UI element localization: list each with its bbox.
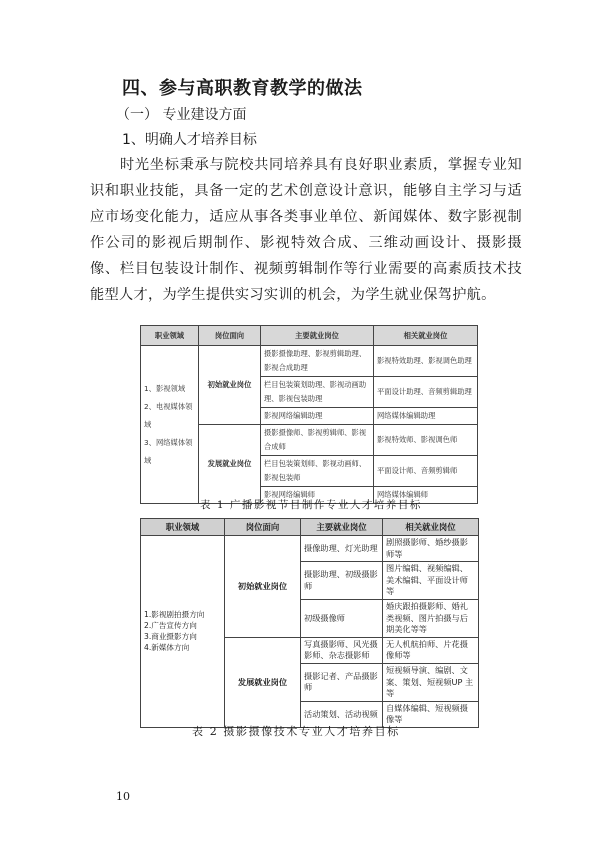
main-job-cell: 摄影助理、初级摄影师 — [301, 562, 383, 600]
related-job-cell: 婚庆跟拍摄影师、婚礼类视频、图片拍摄与后期美化等等 — [383, 599, 479, 637]
related-job-cell: 平面设计助理、音频剪辑助理 — [374, 377, 478, 408]
main-job-cell: 摄影摄像师、影视剪辑师、影视合成师 — [261, 425, 374, 456]
related-job-cell: 网络媒体编辑师 — [374, 487, 478, 504]
position-cell: 发展就业岗位 — [199, 425, 261, 504]
page-number: 10 — [116, 790, 130, 803]
domain-cell: 1、影视领域 2、电视媒体领域 3、网络媒体领域 — [141, 346, 199, 504]
main-job-cell: 摄像助理、灯光助理 — [301, 536, 383, 562]
position-cell: 初始就业岗位 — [199, 346, 261, 425]
main-job-cell: 摄影摄像助理、影视剪辑助理、影视合成助理 — [261, 346, 374, 377]
main-job-cell: 初级摄像师 — [301, 599, 383, 637]
header-cell: 相关就业岗位 — [374, 326, 478, 346]
main-job-cell: 摄影记者、产品摄影师 — [301, 663, 383, 701]
header-cell: 主要就业岗位 — [261, 326, 374, 346]
related-job-cell: 剧照摄影师、婚纱摄影师等 — [383, 536, 479, 562]
header-cell: 岗位面向 — [199, 326, 261, 346]
position-cell: 初始就业岗位 — [225, 536, 301, 638]
table-header-row — [141, 519, 479, 536]
header-cell: 相关就业岗位 — [383, 519, 479, 536]
table-header-row — [141, 326, 478, 346]
main-job-cell: 栏目包装策划助理、影视动画助理、影视包装助理 — [261, 377, 374, 408]
item-heading: 1、明确人才培养目标 — [122, 132, 257, 148]
main-job-cell: 栏目包装策划师、影视动画师、影视包装师 — [261, 456, 374, 487]
main-job-cell: 写真摄影师、风光摄影师、杂志摄影师 — [301, 637, 383, 663]
header-cell: 职业领域 — [141, 519, 225, 536]
main-job-cell: 影视网络编辑助理 — [261, 408, 374, 425]
table-row — [141, 346, 478, 377]
table-row — [141, 536, 479, 562]
position-cell: 发展就业岗位 — [225, 637, 301, 727]
table-1-caption: 表 1 广播影视节目制作专业人才培养目标 — [200, 499, 422, 511]
header-cell: 岗位面向 — [225, 519, 301, 536]
header-cell: 职业领域 — [141, 326, 199, 346]
related-job-cell: 影视特效师、影视调色师 — [374, 425, 478, 456]
table-2-caption: 表 2 摄影摄像技术专业人才培养目标 — [192, 725, 400, 738]
domain-cell: 1.影视剧拍摄方向 2.广告宣传方向 3.商业摄影方向 4.新媒体方向 — [141, 536, 225, 728]
table-2 — [140, 518, 479, 728]
subsection-heading: （一） 专业建设方面 — [116, 107, 247, 123]
main-job-cell: 活动策划、活动视频 — [301, 701, 383, 727]
header-cell: 主要就业岗位 — [301, 519, 383, 536]
table-1 — [140, 325, 478, 504]
related-job-cell: 平面设计师、音频剪辑师 — [374, 456, 478, 487]
section-heading: 四、参与高职教育教学的做法 — [122, 78, 363, 99]
body-paragraph: 时光坐标秉承与院校共同培养具有良好职业素质，掌握专业知识和职业技能，具备一定的艺术创意设计意识，能够自主学习与适应市场变化能力，适应从事各类事业单位、新闻媒体、数字影视制作公司的影视后期制作、影视特效合成、三维动画设计、摄影摄像、栏目包装设计制作、视频剪辑制作等行业需要的高素质技术技能型人才，为学生提供实习实训的机会，为学生就业保驾护航。 — [90, 157, 522, 303]
main-job-cell: 影视网络编辑师 — [261, 487, 374, 504]
related-job-cell: 网络媒体编辑助理 — [374, 408, 478, 425]
related-job-cell: 自媒体编辑、短视频摄像等 — [383, 701, 479, 727]
related-job-cell: 影视特效助理、影视调色助理 — [374, 346, 478, 377]
related-job-cell: 短视频导演、编剧、文案、策划、短视频UP 主等 — [383, 663, 479, 701]
related-job-cell: 无人机航拍师、片花摄像师等 — [383, 637, 479, 663]
related-job-cell: 图片编辑、视频编辑、美术编辑、平面设计师等 — [383, 562, 479, 600]
